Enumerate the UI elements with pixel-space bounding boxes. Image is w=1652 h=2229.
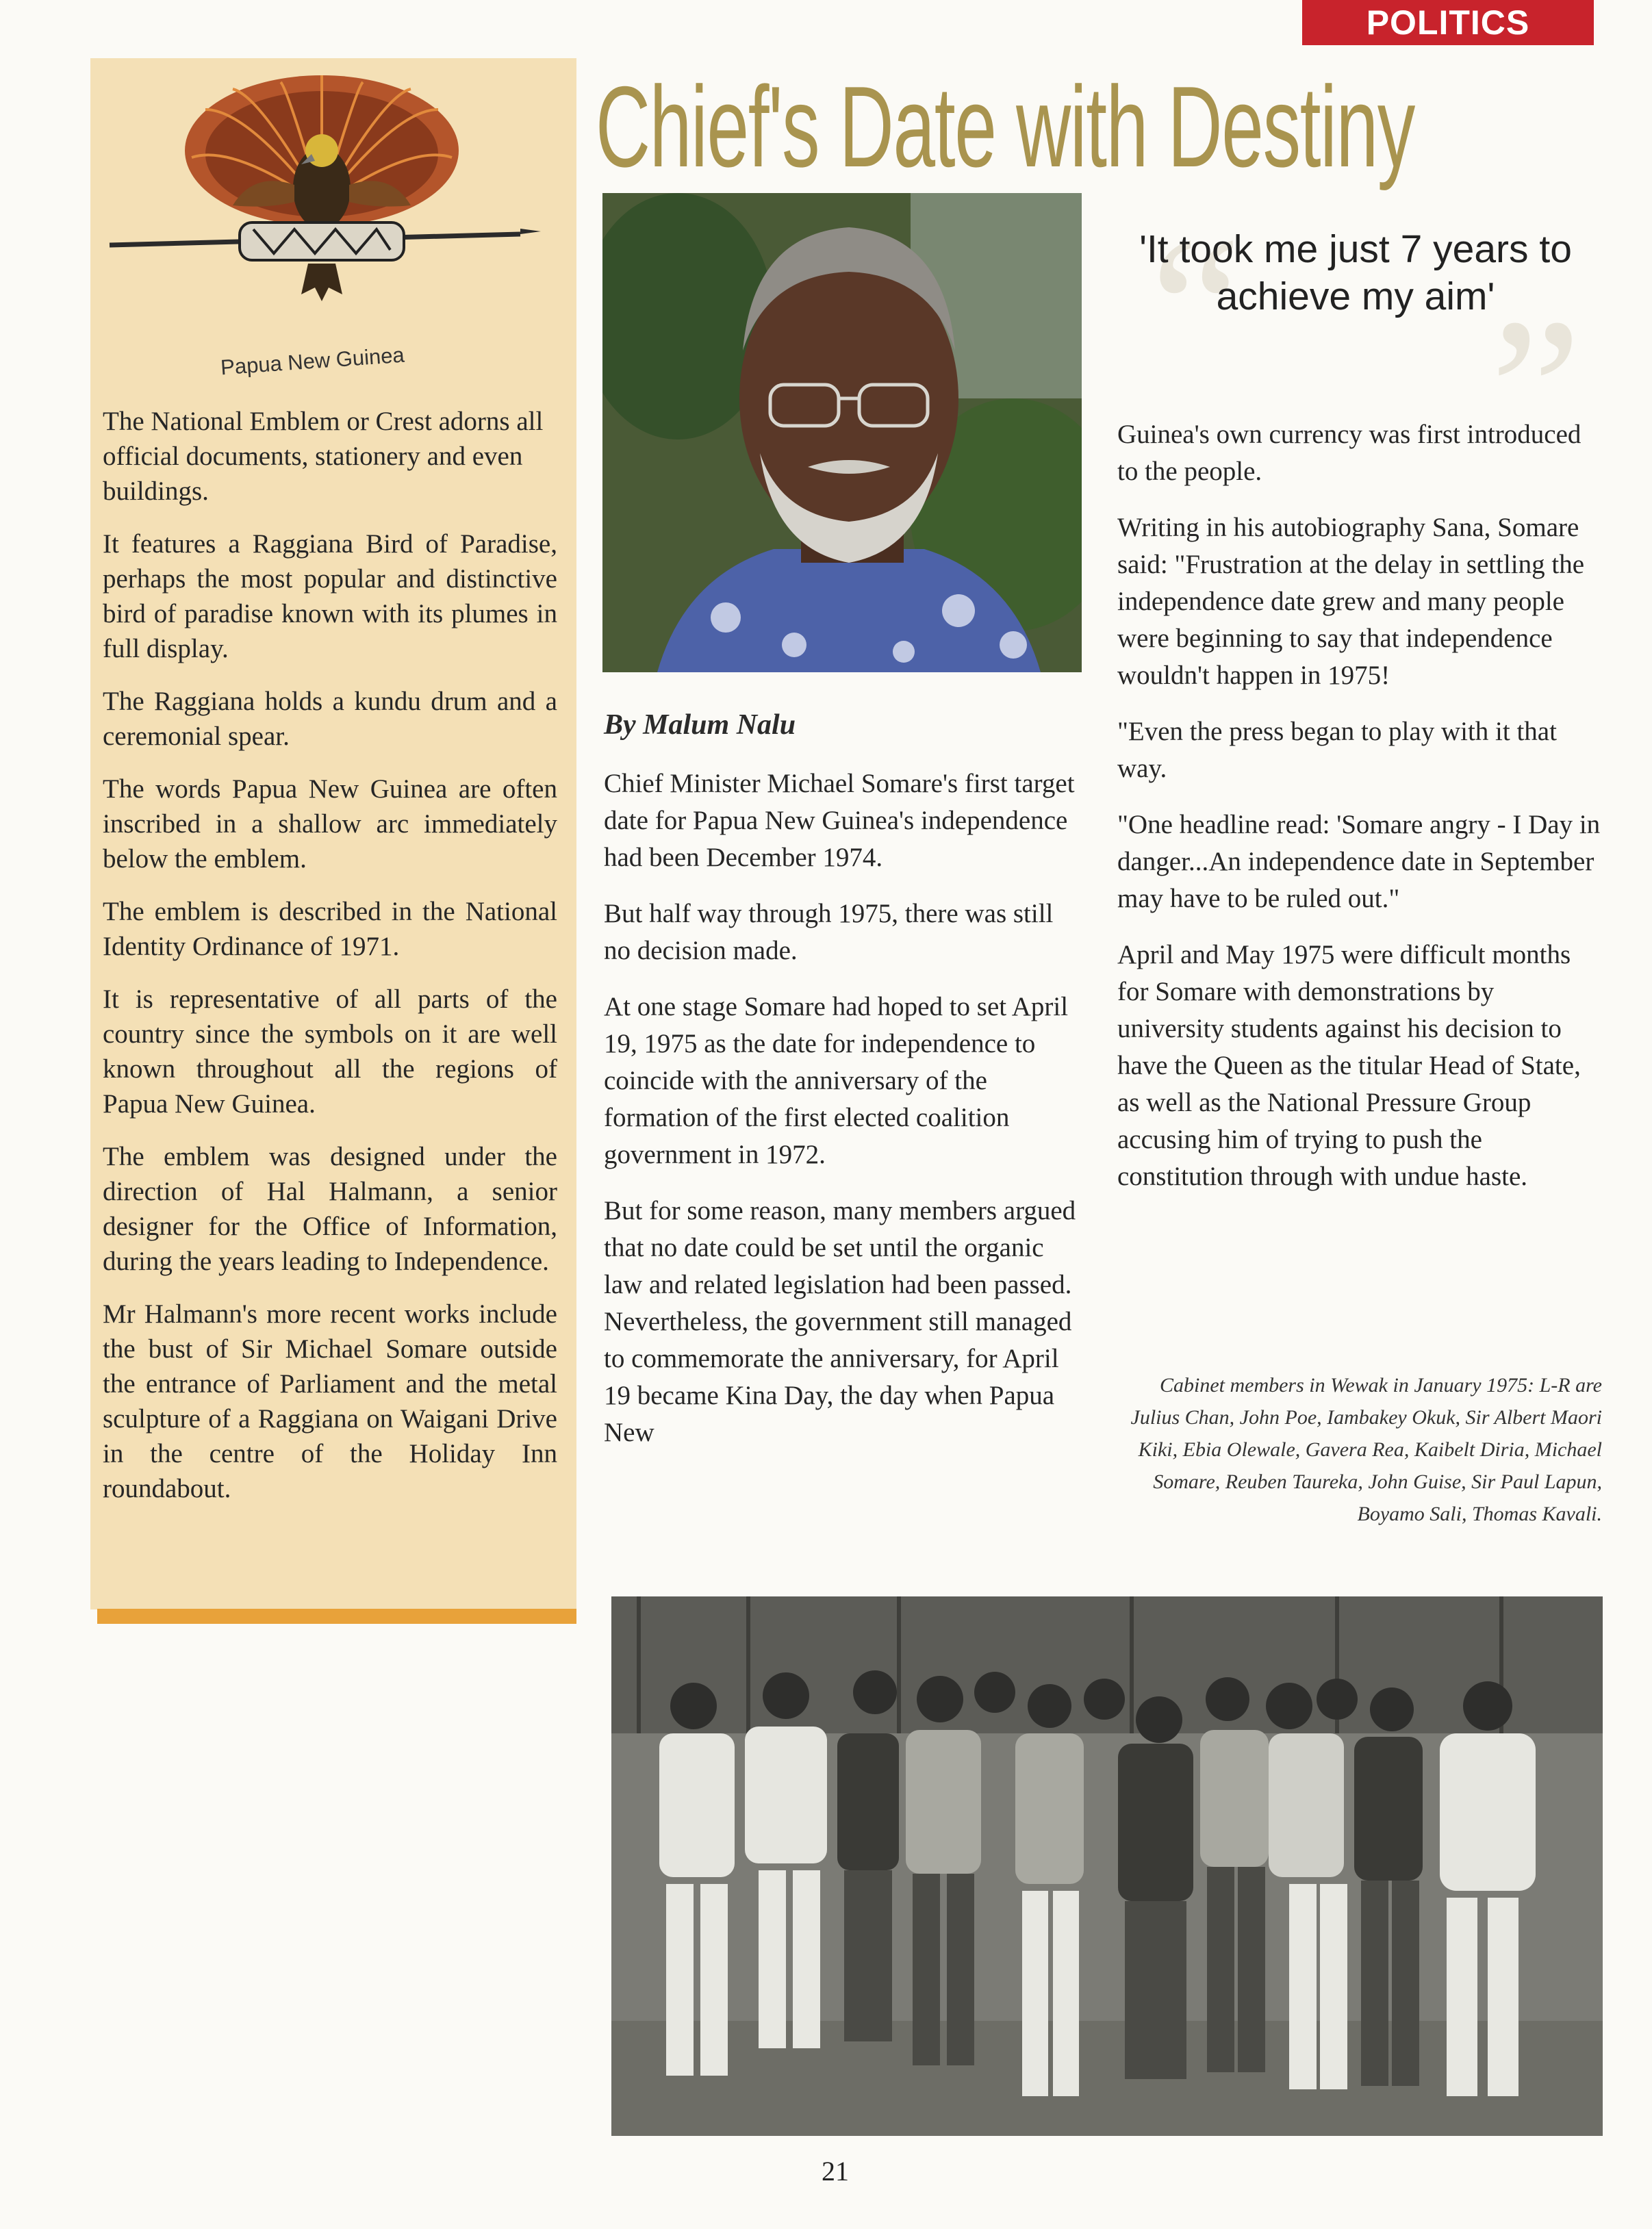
photo-caption: Cabinet members in Wewak in January 1975: L-R are Julius Chan, John Poe, Iambakey Okuk, Sir Albert Maori Kiki, Ebia Olewale, Gavera Rea, Kaibelt Diria, Michael Somare, Reuben Taureka, John Guise, Sir Paul Lapun, Boyamo Sali, Thomas Kavali. bbox=[1130, 1374, 1602, 1525]
sidebar-paragraph: It features a Raggiana Bird of Paradise, perhaps the most popular and distinctive bird of paradise known with its plumes in full display. bbox=[103, 529, 557, 663]
article-paragraph: At one stage Somare had hoped to set April 19, 1975 as the date for independence to coincide with the anniversary of the formation of the first elected coalition government in 1972. bbox=[604, 992, 1069, 1169]
page-number: 21 bbox=[822, 2156, 849, 2187]
headline: Chief's Date with Destiny bbox=[596, 62, 1414, 191]
article-column-middle bbox=[604, 765, 1083, 1470]
open-quote-icon: “ bbox=[1150, 194, 1242, 422]
section-tag: POLITICS bbox=[1302, 0, 1594, 45]
sidebar-text bbox=[103, 404, 557, 1524]
article-paragraph: "Even the press began to play with it that way. bbox=[1117, 717, 1557, 783]
portrait-photo bbox=[602, 193, 1082, 672]
article-paragraph: "One headline read: 'Somare angry - I Day in danger...An independence date in September may have to be ruled out." bbox=[1117, 810, 1601, 913]
sidebar-paragraph: It is representative of all parts of the country since the symbols on it are well known throughout all the regions of Papua New Guinea. bbox=[103, 984, 557, 1119]
sidebar-paragraph: The emblem was designed under the direction of Hal Halmann, a senior designer for the Office of Information, during the years leading to Independence. bbox=[103, 1142, 557, 1276]
article-paragraph: Writing in his autobiography Sana, Somare said: "Frustration at the delay in settling the independence date grew and many people were beginning to say that independence wouldn't happen in 1975! bbox=[1117, 513, 1585, 690]
close-quote-icon: ” bbox=[1490, 277, 1581, 504]
article-column-right bbox=[1117, 416, 1603, 1214]
pull-quote-text: 'It took me just 7 years to achieve my aim' bbox=[1139, 227, 1572, 318]
sidebar-paragraph: The words Papua New Guinea are often inscribed in a shallow arc immediately below the emblem. bbox=[103, 774, 557, 874]
emblem-caption: Papua New Guinea bbox=[220, 342, 405, 380]
article-paragraph: But half way through 1975, there was still no decision made. bbox=[604, 899, 1054, 965]
bird-head bbox=[305, 134, 338, 167]
article-paragraph: April and May 1975 were difficult months for Somare with demonstrations by university students against his decision to have the Queen as the titular Head of State, as well as the National Pressure Group accusing him of trying to push the constitution through with undue haste. bbox=[1117, 940, 1581, 1191]
cabinet-group-photo bbox=[611, 1596, 1603, 2136]
sidebar-rule bbox=[97, 1609, 576, 1624]
article-paragraph: Guinea's own currency was first introduced to the people. bbox=[1117, 420, 1581, 486]
sidebar-paragraph: The Raggiana holds a kundu drum and a ceremonial spear. bbox=[103, 687, 557, 751]
sidebar-paragraph: Mr Halmann's more recent works include the bust of Sir Michael Somare outside the entrance of Parliament and the metal sculpture of a Raggiana on Waigani Drive in the centre of the Holiday Inn roundabout. bbox=[103, 1299, 557, 1503]
byline: By Malum Nalu bbox=[604, 709, 796, 741]
sidebar-paragraph: The emblem is described in the National Identity Ordinance of 1971. bbox=[103, 897, 557, 961]
article-paragraph: Chief Minister Michael Somare's first target date for Papua New Guinea's independence had been December 1974. bbox=[604, 769, 1075, 872]
article-paragraph: But for some reason, many members argued that no date could be set until the organic law and related legislation had been passed. Nevertheless, the government still managed to commemorate the anniversary, for April 19 became Kina Day, the day when Papua New bbox=[604, 1196, 1076, 1447]
national-emblem-image bbox=[96, 68, 548, 383]
sidebar-paragraph: The National Emblem or Crest adorns all official documents, stationery and even buildings. bbox=[103, 407, 544, 506]
